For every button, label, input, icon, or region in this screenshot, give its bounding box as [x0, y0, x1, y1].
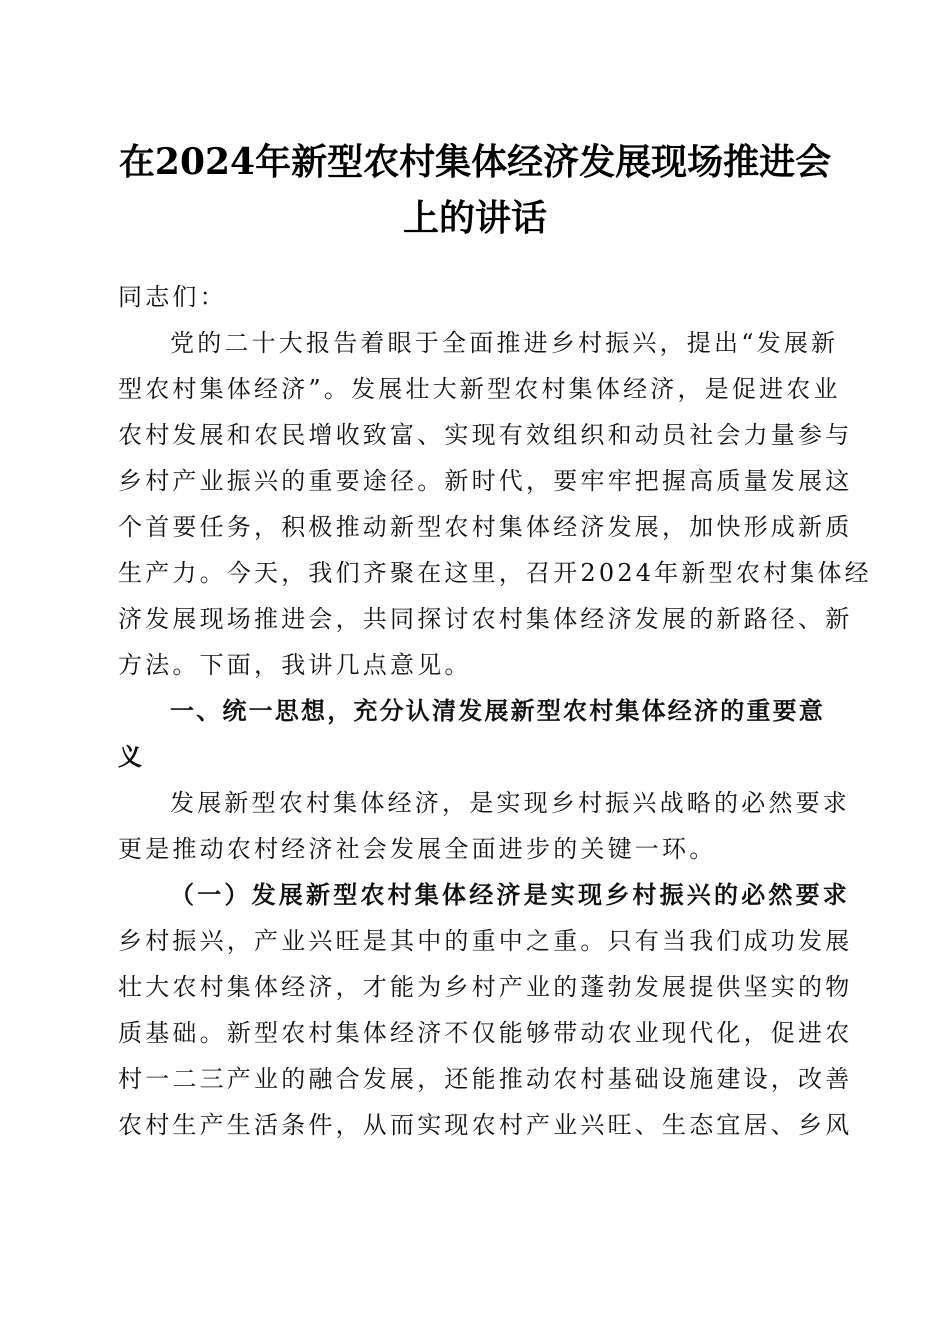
salutation: 同志们： — [118, 283, 227, 311]
section-heading-1 — [118, 688, 828, 780]
paragraph-3-line: 农村生产生活条件，从而实现农村产业兴旺、生态宜居、乡风 — [118, 1111, 853, 1139]
paragraph-1-line: 方法。下面，我讲几点意见。 — [118, 651, 472, 679]
paragraph-1-line: 乡村产业振兴的重要途径。新时代，要牢牢把握高质量发展这 — [118, 467, 853, 495]
paragraph-3 — [118, 918, 853, 1148]
paragraph-1-line: 个首要任务，积极推动新型农村集体经济发展，加快形成新质 — [118, 513, 853, 541]
paragraph-1 — [118, 320, 872, 688]
paragraph-3-line: 村一二三产业的融合发展，还能推动农村基础设施建设，改善 — [118, 1065, 853, 1093]
paragraph-2-line: 更是推动农村经济社会发展全面进步的关键一环。 — [118, 835, 717, 863]
paragraph-3-line: 壮大农村集体经济，才能为乡村产业的蓬勃发展提供坚实的物 — [118, 973, 853, 1001]
paragraph-2-line: 发展新型农村集体经济，是实现乡村振兴战略的必然要求 — [170, 789, 850, 817]
paragraph-1-line: 生产力。今天，我们齐聚在这里，召开2024年新型农村集体经 — [118, 559, 872, 587]
paragraph-2 — [118, 780, 850, 872]
paragraph-3-line: 乡村振兴，产业兴旺是其中的重中之重。只有当我们成功发展 — [118, 927, 853, 955]
section-heading-1-line: 义 — [118, 743, 145, 771]
title-line-1: 在2024年新型农村集体经济发展现场推进会 — [118, 141, 832, 183]
paragraph-1-line: 型农村集体经济”。发展壮大新型农村集体经济，是促进农业 — [118, 375, 841, 403]
section-heading-1-line: 一、统一思想，充分认清发展新型农村集体经济的重要意 — [170, 697, 825, 725]
title-line-2: 上的讲话 — [402, 197, 547, 239]
document-title — [118, 134, 832, 246]
paragraph-3-line: 质基础。新型农村集体经济不仅能够带动农业现代化，促进农 — [118, 1019, 853, 1047]
paragraph-1-line: 党的二十大报告着眼于全面推进乡村振兴，提出“发展新 — [170, 329, 839, 357]
subheading-1: （一）发展新型农村集体经济是实现乡村振兴的必然要求 — [170, 880, 850, 909]
paragraph-1-line: 农村发展和农民增收致富、实现有效组织和动员社会力量参与 — [118, 421, 853, 449]
paragraph-1-line: 济发展现场推进会，共同探讨农村集体经济发展的新路径、新 — [118, 605, 853, 633]
